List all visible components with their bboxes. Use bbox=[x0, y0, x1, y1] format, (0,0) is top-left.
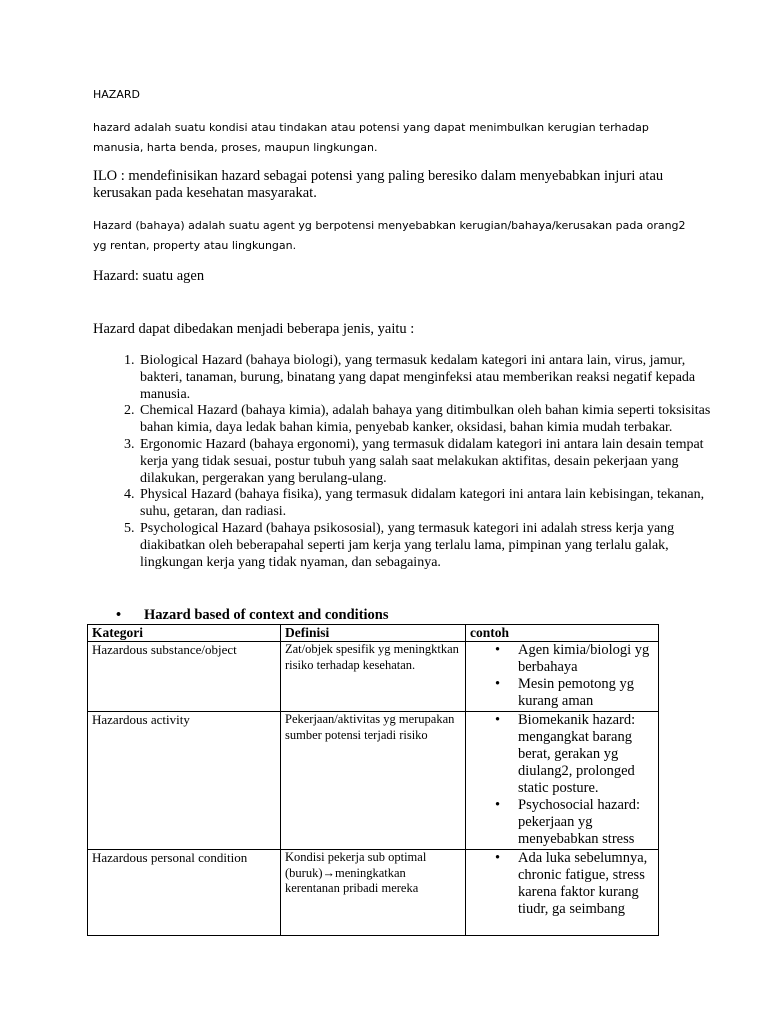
table-header-row bbox=[88, 625, 659, 642]
hazard-type-psychological: 5. Psychological Hazard (bahaya psikososial), yang termasuk kategori ini adalah stress kerja yang diakibatkan oleh beberapahal seperti jam kerja yang terlalu lama, pimpinan yang terlalu galak, lingkungan kerja yang tidak nyaman, dan sebagainya. bbox=[138, 521, 728, 571]
table-row bbox=[88, 642, 659, 712]
header-kategori: Kategori bbox=[88, 625, 281, 642]
list-item: • Agen kimia/biologi yg berbahaya bbox=[518, 642, 654, 676]
header-definisi: Definisi bbox=[281, 625, 466, 642]
table-row bbox=[88, 850, 659, 936]
list-item: • Ada luka sebelumnya, chronic fatigue, stress karena faktor kurang tiudr, ga seimbang bbox=[518, 850, 654, 918]
row2-kategori: Hazardous activity bbox=[88, 712, 281, 850]
hazard-definition-2: Hazard (bahaya) adalah suatu agent yg berpotensi menyebabkan kerugian/bahaya/kerusakan pada orang2 yg rentan, property atau lingkungan. bbox=[93, 219, 686, 252]
row1-definisi: Zat/objek spesifik yg meningktkan risiko terhadap kesehatan. bbox=[281, 642, 466, 712]
row3-contoh bbox=[466, 850, 659, 936]
list-item: • Biomekanik hazard: mengangkat barang berat, gerakan yg diulang2, prolonged static posture. bbox=[518, 712, 654, 797]
row3-definisi: Kondisi pekerja sub optimal (buruk)→meningkatkan kerentanan pribadi mereka bbox=[281, 850, 466, 936]
hazard-type-biological: 1. Biological Hazard (bahaya biologi), yang termasuk kedalam kategori ini antara lain, virus, jamur, bakteri, tanaman, burung, binatang yang dapat menginfeksi atau memberikan reaksi negatif kepada manusia. bbox=[138, 353, 728, 403]
row2-contoh bbox=[466, 712, 659, 850]
list-item: • Psychosocial hazard: pekerjaan yg menyebabkan stress bbox=[518, 797, 654, 848]
row2-definisi: Pekerjaan/aktivitas yg merupakan sumber potensi terjadi risiko bbox=[281, 712, 466, 850]
hazard-definition-1: hazard adalah suatu kondisi atau tindakan atau potensi yang dapat menimbulkan kerugian terhadap manusia, harta benda, proses, maupun lingkungan. bbox=[93, 121, 649, 154]
document-title: HAZARD bbox=[93, 88, 140, 101]
hazard-type-chemical: 2. Chemical Hazard (bahaya kimia), adalah bahaya yang ditimbulkan oleh bahan kimia seperti toksisitas bahan kimia, daya ledak bahan kimia, penyebab kanker, oksidasi, bahan kimia mudah terbakar. bbox=[138, 403, 728, 437]
bullet-icon: • bbox=[116, 607, 122, 623]
hazard-agent-line: Hazard: suatu agen bbox=[93, 268, 205, 284]
context-conditions-heading bbox=[116, 607, 389, 624]
list-item: • Mesin pemotong yg kurang aman bbox=[518, 676, 654, 710]
hazard-types-list bbox=[100, 353, 728, 571]
hazard-types-intro: Hazard dapat dibedakan menjadi beberapa jenis, yaitu : bbox=[93, 321, 415, 337]
hazard-context-table bbox=[87, 624, 659, 936]
row1-contoh bbox=[466, 642, 659, 712]
hazard-type-ergonomic: 3. Ergonomic Hazard (bahaya ergonomi), yang termasuk didalam kategori ini antara lain desain tempat kerja yang tidak sesuai, postur tubuh yang salah saat melakukan aktifitas, desain pekerjaan yang dilakukan, pergerakan yang berulang-ulang. bbox=[138, 437, 728, 487]
table-row bbox=[88, 712, 659, 850]
ilo-definition: ILO : mendefinisikan hazard sebagai potensi yang paling beresiko dalam menyebabkan injuri atau kerusakan pada kesehatan masyarakat. bbox=[93, 168, 664, 201]
hazard-type-physical: 4. Physical Hazard (bahaya fisika), yang termasuk didalam kategori ini antara lain kebisingan, tekanan, suhu, getaran, dan radiasi. bbox=[138, 487, 728, 521]
header-contoh: contoh bbox=[466, 625, 659, 642]
context-conditions-heading-text: Hazard based of context and conditions bbox=[144, 607, 389, 623]
row1-kategori: Hazardous substance/object bbox=[88, 642, 281, 712]
row3-kategori: Hazardous personal condition bbox=[88, 850, 281, 936]
